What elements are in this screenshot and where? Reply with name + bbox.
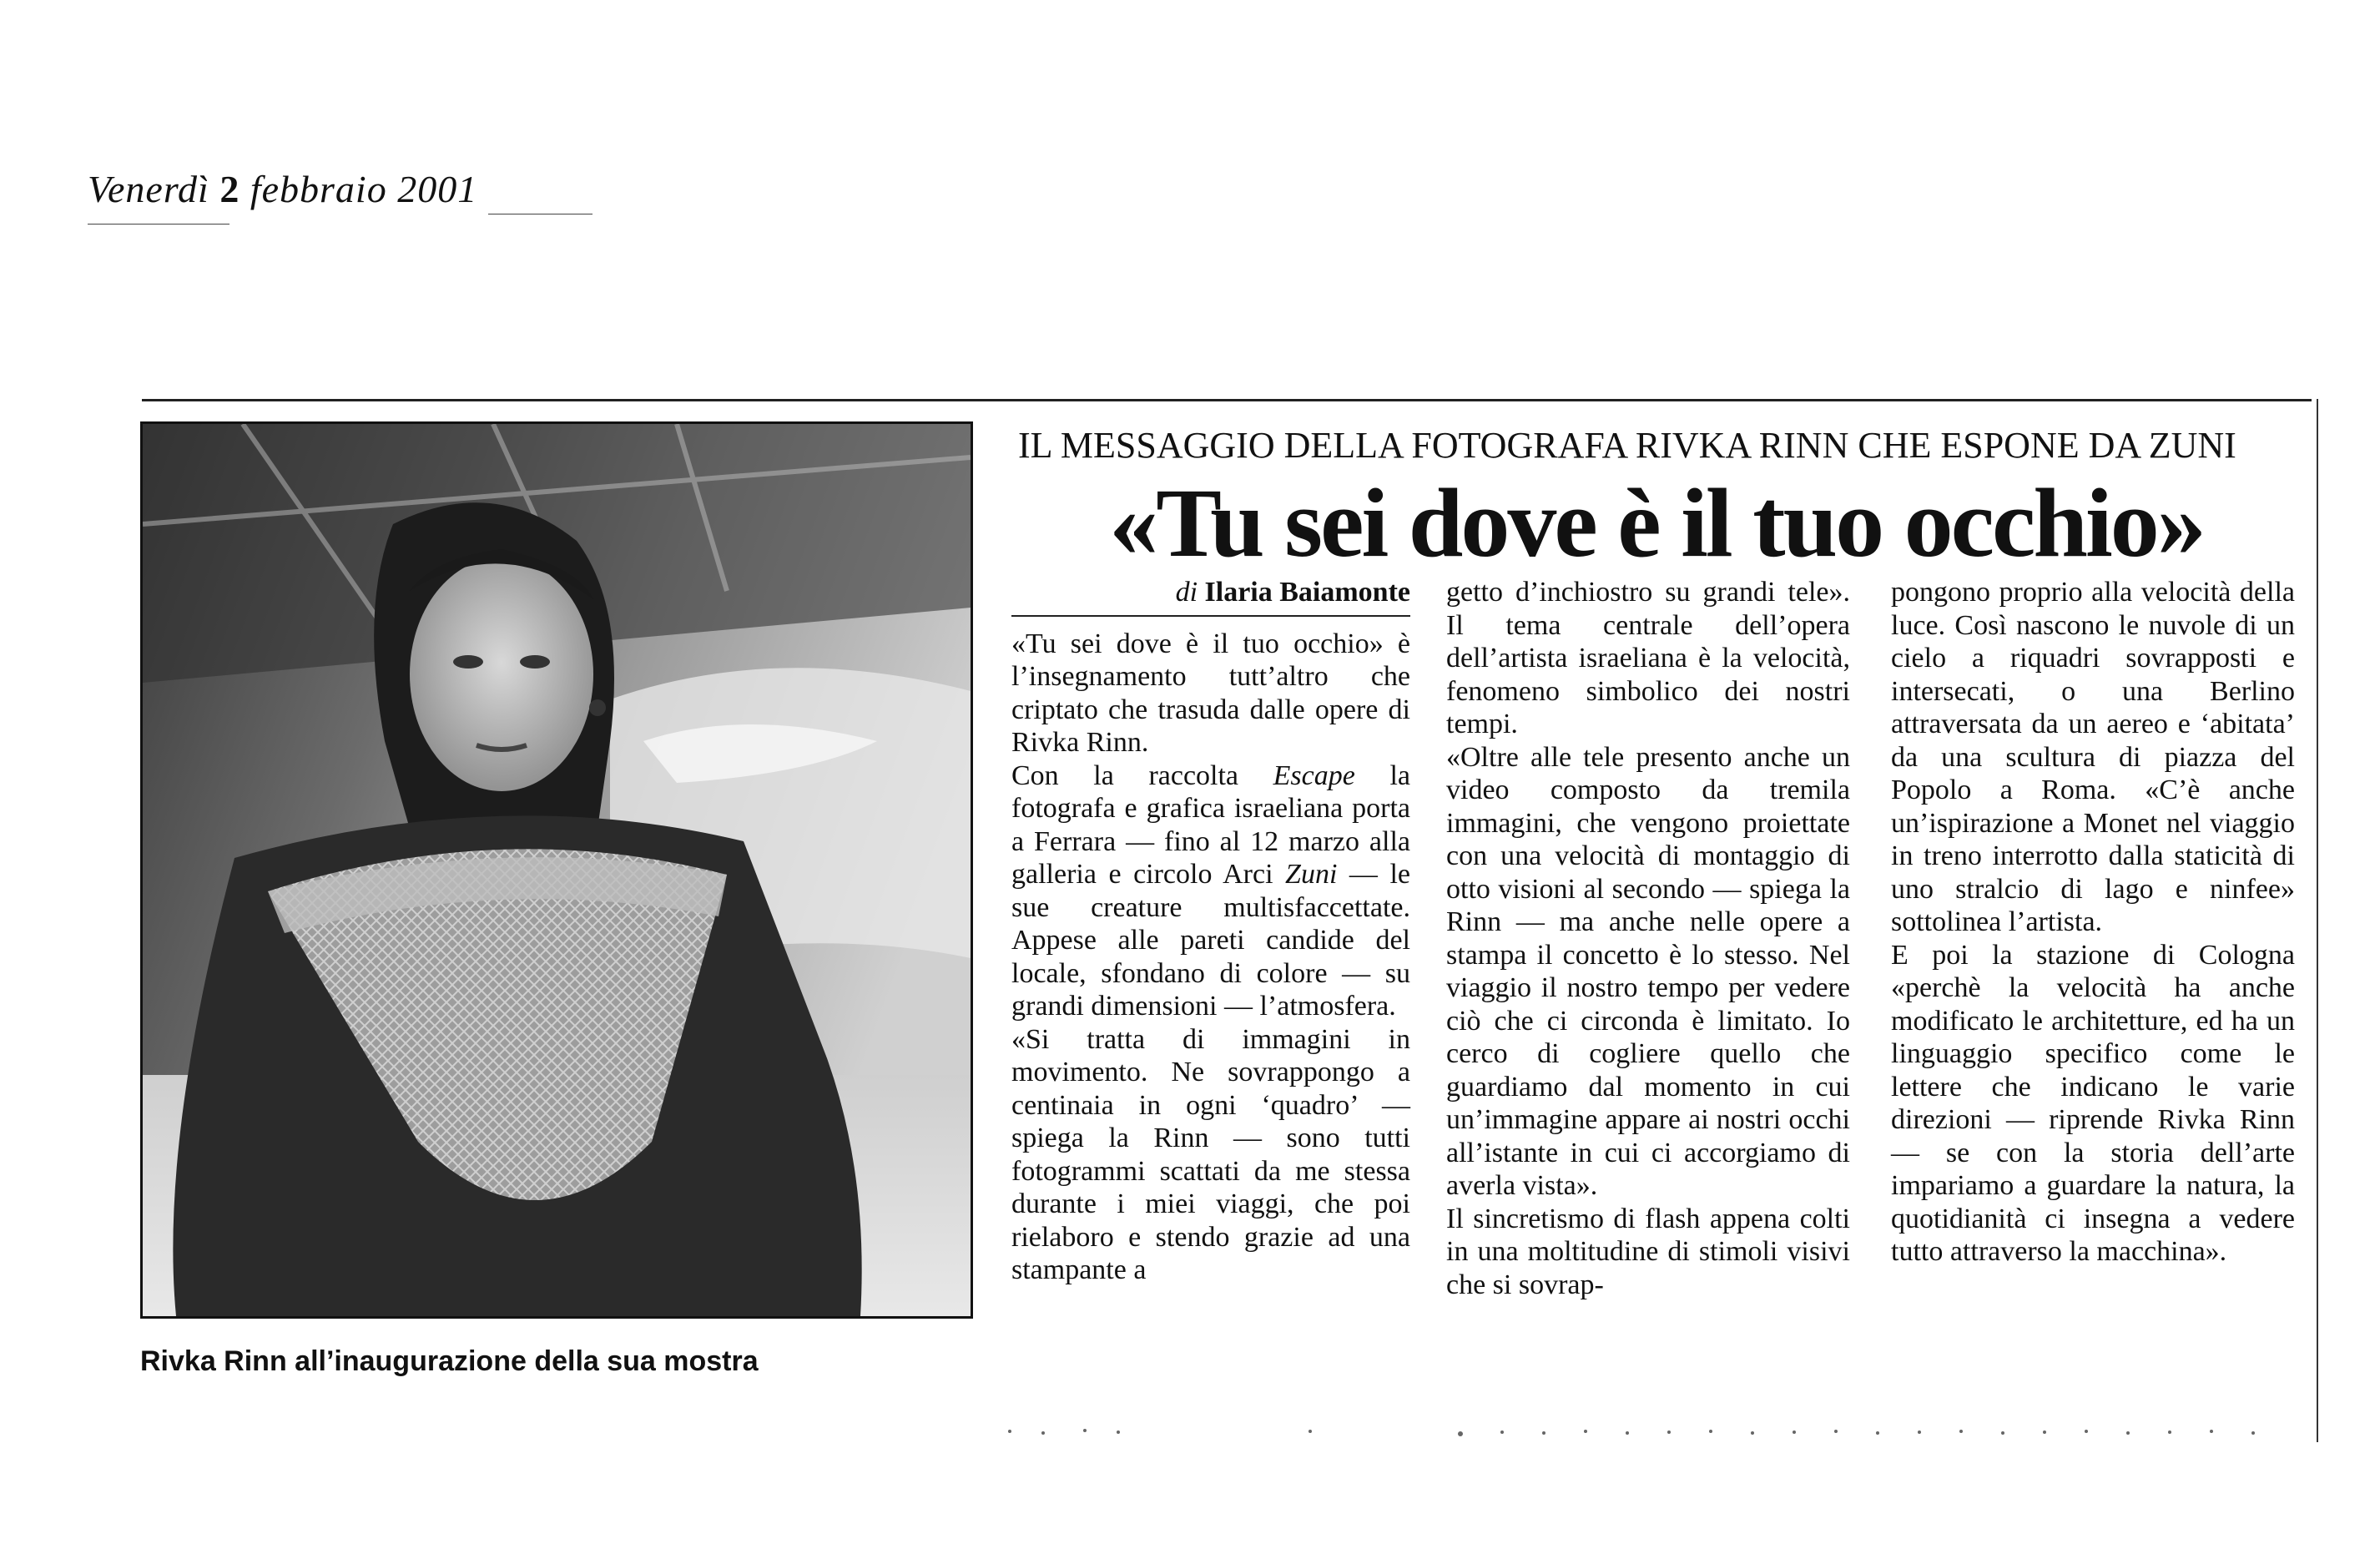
byline-author: Ilaria Baiamonte <box>1204 577 1410 608</box>
paragraph: Il sincretismo di flash appena colti in una moltitudine di stimoli visivi che si sovrap- <box>1446 1203 1850 1300</box>
article-headline: «Tu sei dove è il tuo occhio» <box>1109 468 2204 578</box>
dateline-rule-left <box>88 224 229 225</box>
article-column-1 <box>1011 576 1410 1287</box>
photo-caption: Rivka Rinn all’inaugurazione della sua mostra <box>140 1345 759 1377</box>
byline <box>1011 576 1410 609</box>
article-kicker: IL MESSAGGIO DELLA FOTOGRAFA RIVKA RINN CHE ESPONE DA ZUNI <box>1018 425 2236 466</box>
paragraph-text: la fotografa e grafica israeliana porta a Ferrara — fino al 12 marzo alla galleria e circolo Arci <box>1011 759 1410 890</box>
article-column-2 <box>1446 576 1850 1301</box>
dateline-year: 2001 <box>397 168 478 210</box>
paragraph: «Si tratta di immagini in movimento. Ne sovrappongo a centinaia in ogni ‘quadro’ — spiega la Rinn — sono tutti fotogrammi scattati da me stessa durante i miei viaggi, che poi rielaboro e stendo grazie ad una stampante a <box>1011 1023 1410 1285</box>
byline-prefix: di <box>1175 577 1198 608</box>
paragraph: E poi la stazione di Cologna «perchè la velocità ha anche modificato le architetture, ed ha un linguaggio specifico come le lettere che indicano le varie direzioni — riprende Rivka Rinn — se con la storia dell’arte impariamo a guardare la natura, la quotidianità ci insegna a vedere tutto attraverso la macchina». <box>1891 939 2295 1267</box>
article-top-rule <box>142 399 2312 401</box>
paragraph <box>1011 759 1410 1023</box>
paragraph: «Tu sei dove è il tuo occhio» è l’insegnamento tutt’altro che criptato che trasuda dalle opere di Rivka Rinn. <box>1011 628 1410 758</box>
paragraph: «Oltre alle tele presento anche un video composto da tremila immagini, che vengono proiettate con una velocità di montaggio di otto visioni al secondo — spiega la Rinn — ma anche nelle opere a stampa il concetto è lo stesso. Nel viaggio il nostro tempo per vedere ciò che ci circonda è limitato. Io cerco di cogliere quello che guardiamo dal momento in cui un’immagine appare ai nostri occhi all’istante in cui ci accorgiamo di averla vista». <box>1446 741 1850 1201</box>
paragraph: getto d’inchiostro su grandi tele». Il tema centrale dell’opera dell’artista israeliana è la velocità, fenomeno simbolico dei nostri tempi. <box>1446 577 1850 739</box>
paragraph: pongono proprio alla velocità della luce. Così nascono le nuvole di un cielo a riquadri sovrapposti e intersecati, o una Berlino attraversata da un aereo e ‘abitata’ da una scultura di piazza del Popolo a Roma. «C’è anche un’ispirazione a Monet nel viaggio in treno interrotto dalla staticità di uno stralcio di lago e ninfee» sottolinea l’artista. <box>1891 577 2295 937</box>
paragraph-text: Con la raccolta <box>1011 759 1273 791</box>
dateline-month: febbraio <box>250 168 387 210</box>
dateline-weekday: Venerdì <box>88 168 209 210</box>
paragraph-italic: Escape <box>1273 759 1355 791</box>
portrait-photo <box>140 421 973 1319</box>
print-specks <box>993 1419 2295 1444</box>
article-right-rule <box>2317 399 2318 1442</box>
dateline-day: 2 <box>219 168 240 210</box>
dateline <box>88 167 477 211</box>
paragraph-text: — le sue creature multisfaccettate. Appese alle pareti candide del locale, sfondano di colore — su grandi dimensioni — l’atmosfera. <box>1011 859 1410 1022</box>
paragraph-italic: Zuni <box>1285 859 1338 890</box>
article-column-3 <box>1891 576 2295 1269</box>
